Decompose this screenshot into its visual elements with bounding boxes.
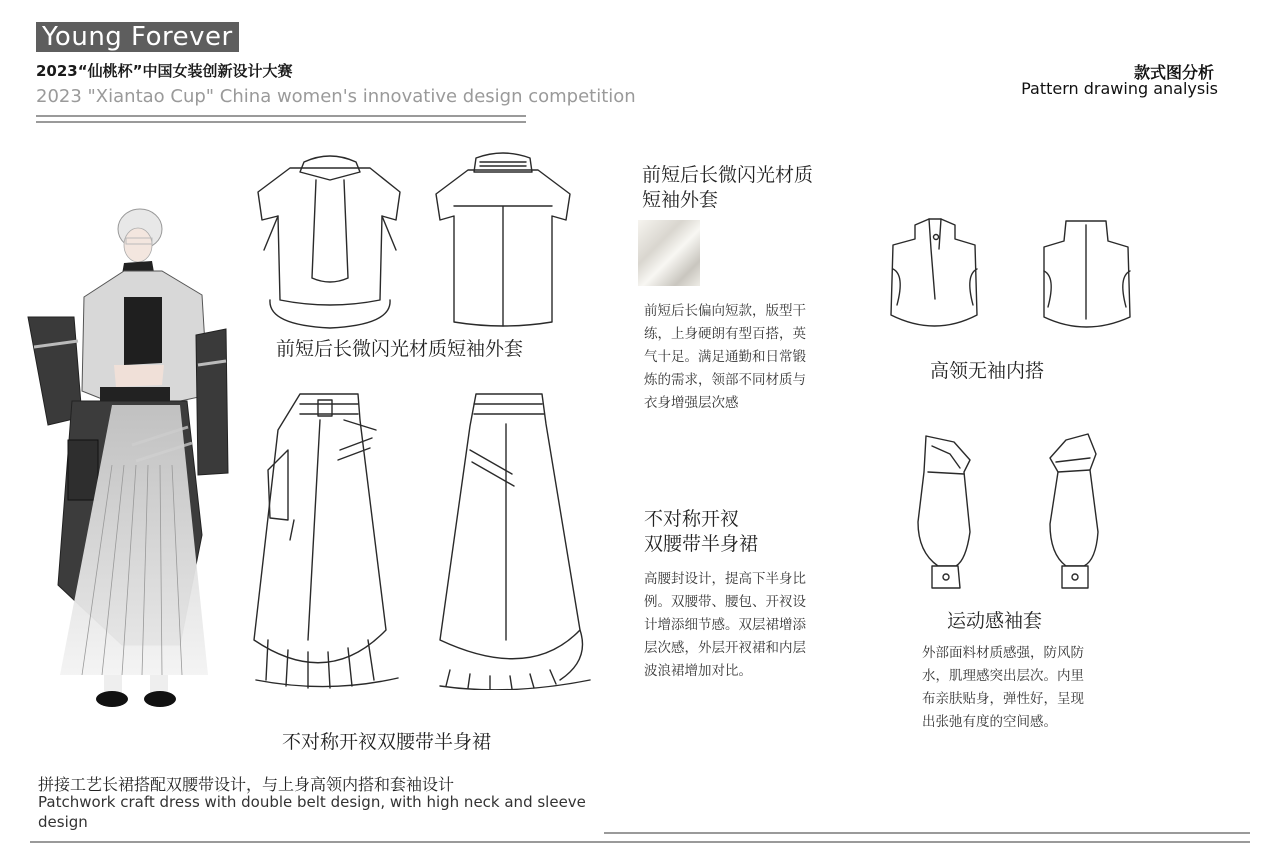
footer-rule-full (30, 841, 1250, 843)
jacket-caption: 前短后长微闪光材质短袖外套 (276, 338, 524, 360)
skirt-desc-body (644, 568, 854, 683)
section-title-en: Pattern drawing analysis (1021, 79, 1218, 98)
skirt-desc-line: 层次感，外层开衩裙和内层 (644, 640, 806, 656)
vest-caption: 高领无袖内搭 (930, 360, 1045, 382)
sleeve-desc-line: 出张弛有度的空间感。 (922, 714, 1057, 730)
footer-rule-right (604, 832, 1250, 834)
sleeve-back-sketch (1040, 432, 1110, 594)
jacket-desc-body (644, 300, 854, 415)
sleeve-desc-body (922, 642, 1132, 734)
skirt-back-sketch (430, 390, 600, 690)
jacket-desc-line: 衣身增强层次感 (644, 395, 739, 411)
jacket-desc-line: 炼的需求，领部不同材质与 (644, 372, 806, 388)
sleeve-front-sketch (910, 432, 980, 594)
skirt-desc-title-line2: 双腰带半身裙 (644, 533, 759, 555)
skirt-desc-line: 例。双腰带、腰包、开衩设 (644, 594, 806, 610)
jacket-desc-line: 前短后长偏向短款，版型干 (644, 303, 806, 319)
jacket-desc-title (642, 163, 813, 213)
vest-back-sketch (1036, 215, 1136, 335)
skirt-desc-title-line1: 不对称开衩 (644, 508, 740, 530)
sleeve-desc-line: 水，肌理感突出层次。内里 (922, 668, 1084, 684)
jacket-front-sketch (250, 150, 410, 330)
skirt-desc-line: 波浪裙增加对比。 (644, 663, 752, 679)
competition-title-cn: 2023“仙桃杯”中国女装创新设计大赛 (36, 62, 293, 80)
skirt-front-sketch (248, 390, 408, 690)
jacket-back-sketch (428, 150, 578, 330)
jacket-desc-title-line1: 前短后长微闪光材质 (642, 164, 814, 186)
footer-summary-cn: 拼接工艺长裙搭配双腰带设计，与上身高领内搭和套袖设计 (38, 775, 455, 794)
header-rule-bottom (36, 121, 526, 123)
footer-summary-en: Patchwork craft dress with double belt design, with high neck and sleeve design (38, 793, 586, 831)
section-title-cn: 款式图分析 (1133, 63, 1214, 82)
sleeve-caption: 运动感袖套 (947, 610, 1043, 632)
jacket-desc-title-line2: 短袖外套 (642, 189, 719, 211)
competition-title-en: 2023 "Xiantao Cup" China women's innovative design competition (36, 86, 636, 107)
sleeve-desc-line: 布亲肤贴身，弹性好，呈现 (922, 691, 1084, 707)
header-rule-top (36, 115, 526, 117)
sleeve-desc-line: 外部面料材质感强，防风防 (922, 645, 1084, 661)
skirt-desc-line: 计增添细节感。双层裙增添 (644, 617, 806, 633)
skirt-desc-line: 高腰封设计，提高下半身比 (644, 571, 806, 587)
skirt-caption: 不对称开衩双腰带半身裙 (282, 731, 492, 753)
model-illustration (12, 205, 242, 710)
vest-front-sketch (885, 215, 985, 335)
jacket-desc-line: 练，上身硬朗有型百搭，英 (644, 326, 806, 342)
brand-title: Young Forever (36, 22, 239, 52)
fabric-swatch (638, 220, 700, 286)
jacket-desc-line: 气十足。满足通勤和日常锻 (644, 349, 806, 365)
skirt-desc-title (644, 507, 758, 557)
